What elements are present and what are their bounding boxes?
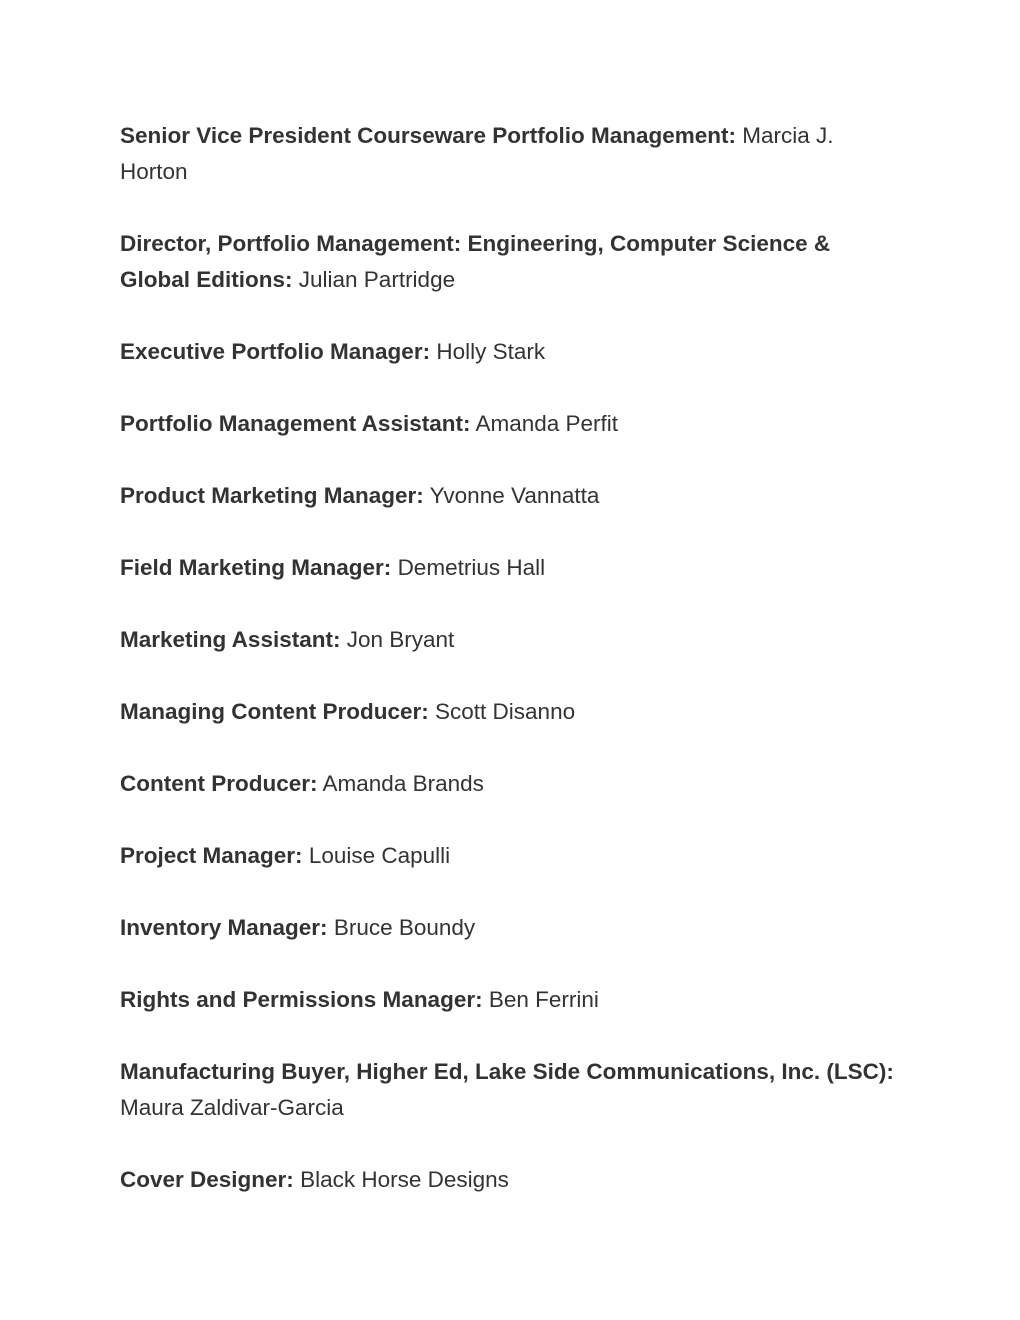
credit-name: Amanda Perfit (475, 411, 619, 436)
credit-name: Holly Stark (436, 339, 546, 364)
credit-entry (120, 766, 895, 802)
credit-name: Amanda Brands (322, 771, 484, 796)
credit-role: Cover Designer: (120, 1167, 294, 1192)
credit-entry (120, 910, 895, 946)
credit-entry (120, 550, 895, 586)
credit-role: Director, Portfolio Management: Engineering, Computer Science & Global Editions: (120, 231, 831, 292)
credit-role: Content Producer: (120, 771, 318, 796)
credit-role: Managing Content Producer: (120, 699, 429, 724)
credit-name: Scott Disanno (435, 699, 576, 724)
credit-entry (120, 118, 895, 190)
credit-entry (120, 982, 895, 1018)
credit-entry (120, 334, 895, 370)
credit-entry (120, 622, 895, 658)
credit-name: Jon Bryant (346, 627, 455, 652)
credit-name: Ben Ferrini (488, 987, 599, 1012)
credits-page (120, 118, 895, 1234)
credit-entry (120, 838, 895, 874)
credit-role: Executive Portfolio Manager: (120, 339, 431, 364)
credit-role: Inventory Manager: (120, 915, 328, 940)
credit-role: Senior Vice President Courseware Portfolio Management: (120, 123, 736, 148)
credit-name: Maura Zaldivar-Garcia (120, 1095, 344, 1120)
credit-name: Louise Capulli (308, 843, 451, 868)
credit-role: Project Manager: (120, 843, 303, 868)
credit-name: Yvonne Vannatta (429, 483, 600, 508)
credit-role: Rights and Permissions Manager: (120, 987, 483, 1012)
credit-entry (120, 406, 895, 442)
credit-name: Marcia J. Horton (120, 123, 834, 184)
credit-role: Product Marketing Manager: (120, 483, 424, 508)
credit-name: Black Horse Designs (300, 1167, 509, 1192)
credit-entry (120, 478, 895, 514)
credit-name: Bruce Boundy (333, 915, 476, 940)
credit-role: Field Marketing Manager: (120, 555, 392, 580)
credit-entry (120, 694, 895, 730)
credit-name: Demetrius Hall (397, 555, 546, 580)
credit-entry (120, 1054, 895, 1126)
credit-entry (120, 1162, 895, 1198)
credit-role: Manufacturing Buyer, Higher Ed, Lake Side Communications, Inc. (LSC): (120, 1059, 894, 1084)
credit-role: Portfolio Management Assistant: (120, 411, 471, 436)
credit-name: Julian Partridge (298, 267, 456, 292)
credit-entry (120, 226, 895, 298)
credit-role: Marketing Assistant: (120, 627, 341, 652)
